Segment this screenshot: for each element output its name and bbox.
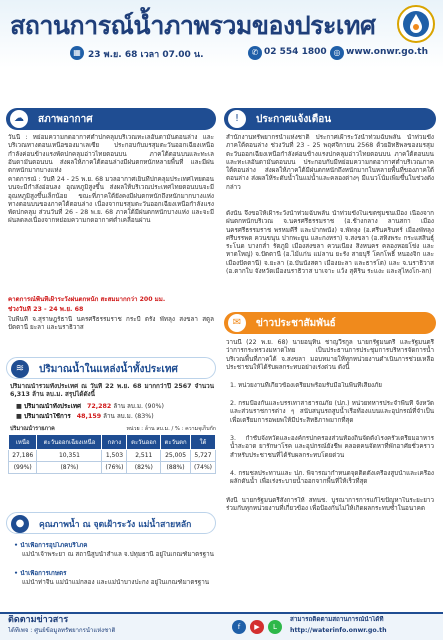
calendar-icon: ▦ [70, 46, 84, 60]
water-volume-section-header: ≋ ปริมาณน้ำในแหล่งน้ำทั้งประเทศ [6, 357, 216, 379]
table-cell: 5,727 [190, 450, 215, 462]
quality-consumption-title: • น้ำเพื่อการอุปโภคบริโภค [14, 542, 88, 549]
table-cell: 27,186 [9, 450, 37, 462]
news-intro: วานนี้ (22 พ.ย. 68) นายอนุทิน ชาญวีรกูล นายกรัฐมนตรี และรัฐมนตรีว่าการกระทรวงมหาดไทย เป็นประธานการประชุมการบริหารจัดการน้ำบริเวณพื้นที่ภาคใต้ จ.สงขลา มอบหมายให้ทุกหน่วยงานดำเนินการช่วยเหลือประชาชนให้ได้รับผลกระทบอย่างเร่งด่วน ดังนี้ [226, 339, 434, 371]
weather-forecast-text: คาดการณ์ : วันที่ 24 - 25 พ.ย. 68 มวลอากาศเย็นที่ปกคลุมประเทศไทยตอนบนจะมีกำลังอ่อนลง อุณหภูมิสูงขึ้น ส่งผลให้บริเวณประเทศไทยตอนบนจะมีอุณหภูมิสูงขึ้นเล็กน้อย ขณะที่ภาคใต้ยังคงมีฝนตกหนักถึงหนักมากบางแห่ง ทางตอนบนของภาคใต้ตอนล่าง เนื่องจากมรสุมตะวันออกเฉียงเหนือกำลังแรงพัดปกคลุม ส่วนวันที่ 26 - 28 พ.ย. 68 ภาคใต้มีฝนตกหนักบางแห่ง และจะมีฝนลดลงเนื่องจากหย่อมความกดอากาศต่ำเคลื่อนผ่าน [8, 176, 214, 225]
table-header: ตะวันออก [127, 435, 161, 450]
line-icon[interactable]: L [268, 620, 282, 634]
footer-follow-page[interactable]: ได้ที่เพจ : ศูนย์ข้อมูลทรัพยากรน้ำแห่งชาติ [8, 627, 116, 634]
news-item-2: 2. กรมป้องกันและบรรเทาสาธารณภัย (ปภ.) หน่วยทหารประจำพื้นที่ จังหวัด และส่วนราชการต่าง ๆ สนับสนุนรถสูบน้ำเรือท้องแบนและอุปกรณ์ที่จำเป็น เพื่อเตรียมการอพยพให้มีประสิทธิภาพมากที่สุด [230, 400, 434, 424]
cloud-icon: ☁ [10, 110, 28, 128]
onwr-logo-icon [396, 4, 436, 44]
usable-volume-value: 48,159 [76, 413, 102, 420]
table-cell: (99%) [9, 462, 37, 474]
phone-icon: ✆ [248, 46, 262, 60]
table-caption: ปริมาณน้ำรายภาค [10, 426, 55, 432]
total-volume-value: 72,282 [87, 403, 112, 410]
regional-volume-table [8, 434, 216, 474]
total-volume-row: ■ ปริมาณน้ำทั้งประเทศ 72,282 ล้าน ลบ.ม. (90%) [16, 403, 164, 410]
table-header-row [9, 435, 216, 450]
table-header: กลาง [102, 435, 127, 450]
quality-agriculture-text: แม่น้ำท่าจีน แม่น้ำแม่กลอง และแม่น้ำบางปะกง อยู่ในเกณฑ์มาตรฐาน [22, 579, 210, 586]
facebook-icon[interactable]: f [232, 620, 246, 634]
footer-follow-title: ติดตามข่าวสาร [8, 615, 69, 625]
total-volume-label: ปริมาณน้ำทั้งประเทศ [23, 403, 81, 410]
table-cell: 25,005 [161, 450, 191, 462]
table-row [9, 462, 216, 474]
footer-url-link[interactable]: http://waterinfo.onwr.go.th [290, 627, 387, 634]
volume-intro: ปริมาณน้ำรวมทั้งประเทศ ณ วันที่ 22 พ.ย. 68 มากกว่าปี 2567 จำนวน 6,313 ล้าน ลบ.ม. สรุปได้ดังนี้ [10, 383, 214, 399]
table-header: ใต้ [190, 435, 215, 450]
news-closing: ทั้งนี้ นายกรัฐมนตรีสั่งการให้ สทนช. บูรณาการการแก้ไขปัญหาในระยะยาวร่วมกับทุกหน่วยงานที่เกี่ยวข้อง เพื่อป้องกันไม่ให้เกิดผลกระทบซ้ำในอนาคต [226, 497, 434, 513]
news-icon: ✉ [228, 314, 246, 332]
quality-consumption-text: แม่น้ำเจ้าพระยา ณ สถานีสูบน้ำสำแล จ.ปทุมธานี อยู่ในเกณฑ์มาตรฐาน [22, 551, 214, 558]
table-cell: (76%) [102, 462, 127, 474]
usable-volume-unit: ล้าน ลบ.ม. (83%) [103, 413, 154, 420]
weather-today-text: วันนี้ : หย่อมความกดอากาศต่ำปกคลุมบริเวณทะเลอันดามันตอนล่าง และบริเวณทางตอนเหนือของมาเลเซีย ประกอบกับมรสุมตะวันออกเฉียงเหนือกำลังค่อนข้างแรงพัดปกคลุมอ่าวไทยตอนบน ภาคใต้ตอนบนและทะเลอันดามันตอนบน ส่งผลให้ภาคใต้ตอนล่างมีฝนตกหนักหลายพื้นที่ และมีฝนตกหนักมากบางแห่ง [8, 134, 214, 174]
table-unit: หน่วย : ล้าน ลบ.ม. / % : ความจุเก็บกัก [126, 426, 216, 432]
page-title: สถานการณ์น้ำภาพรวมของประเทศ [10, 11, 376, 40]
news-section-header: ✉ ข่าวประชาสัมพันธ์ [224, 312, 436, 334]
news-item-1: 1. หน่วยงานที่เกี่ยวข้องเตรียมพร้อมรับมือในพื้นที่เสี่ยงภัย [230, 382, 382, 389]
megaphone-icon: ! [228, 110, 246, 128]
footer-track-title: สามารถติดตามสถานการณ์น้ำได้ที่ [290, 616, 384, 623]
alert-paragraph-1: สำนักงานทรัพยากรน้ำแห่งชาติ ประกาศเฝ้าระวังน้ำท่วมฉับพลัน น้ำท่วมขัง ภาคใต้ตอนล่าง ช่วงวันที่ 23 - 25 พฤศจิกายน 2568 ด้วยอิทธิพลของมรสุมตะวันออกเฉียงเหนือกำลังค่อนข้างแรงปกคลุมอ่าวไทยตอนบน ภาคใต้ตอนบนและทะเลอันดามันตอนบน ประกอบกับมีหย่อมความกดอากาศต่ำบริเวณภาคใต้ตอนล่าง ส่งผลให้ภาคใต้มีฝนตกหนักถึงหนักมากในหลายพื้นที่ของภาคใต้ตอนล่าง ส่งผลให้ระดับน้ำในแม่น้ำและคลองต่างๆ มีแนวโน้มเพิ่มขึ้นในช่วงดังกล่าว [226, 134, 434, 191]
usable-volume-row: ■ ปริมาณน้ำใช้การ 48,159 ล้าน ลบ.ม. (83%) [16, 413, 154, 420]
table-header: ตะวันตก [161, 435, 191, 450]
total-volume-unit: ล้าน ลบ.ม. (90%) [113, 403, 164, 410]
table-cell: 1,503 [102, 450, 127, 462]
report-date: 23 พ.ย. 68 เวลา 07.00 น. [88, 50, 204, 60]
globe-icon: ◎ [330, 46, 344, 60]
table-cell: (88%) [161, 462, 191, 474]
water-drop-icon: ● [11, 515, 29, 533]
table-cell: (82%) [127, 462, 161, 474]
reservoir-icon: ≋ [11, 360, 29, 378]
table-cell: 2,511 [127, 450, 161, 462]
table-cell: (74%) [190, 462, 215, 474]
heavy-rain-warning-title: คาดการณ์พื้นที่เฝ้าระวังฝนตกหนัก สะสมมากกว่า 200 มม. [8, 296, 166, 303]
table-cell: 10,351 [37, 450, 102, 462]
heavy-rain-warning-areas: ในพื้นที่ จ.สุราษฎร์ธานี นครศรีธรรมราช กระบี่ ตรัง พัทลุง สงขลา สตูล ปัตตานี ยะลา และนราธิวาส [8, 316, 214, 332]
table-row [9, 450, 216, 462]
website-link[interactable]: www.onwr.go.th [346, 47, 429, 57]
table-header: ตะวันออกเฉียงเหนือ [37, 435, 102, 450]
news-item-4: 4. กรมชลประทานและ ปภ. พิจารณากำหนดจุดติดตั้งเครื่องสูบน้ำและเครื่องผลักดันน้ำ เพื่อเร่งระบายน้ำออกจากพื้นที่ให้เร็วที่สุด [230, 470, 434, 486]
table-header: เหนือ [9, 435, 37, 450]
news-item-3: 3. กำชับจังหวัดและองค์กรปกครองส่วนท้องถิ่นจัดตั้งโรงครัวเตรียมอาหาร น้ำสะอาด ยารักษาโรค และอุปกรณ์ยังชีพ คลอดคนจัดหาที่พักอาศัยชั่วคราวสำหรับประชาชนที่ได้รับผลกระทบโดยด่วน [230, 435, 434, 459]
usable-volume-label: ปริมาณน้ำใช้การ [23, 413, 71, 420]
youtube-icon[interactable]: ▶ [250, 620, 264, 634]
alert-section-header: ! ประกาศแจ้งเตือน [224, 108, 436, 130]
quality-agriculture-title: • น้ำเพื่อการเกษตร [14, 570, 67, 577]
phone-number[interactable]: 02 554 1800 [264, 47, 327, 57]
table-cell: (87%) [37, 462, 102, 474]
water-quality-section-header: ● คุณภาพน้ำ ณ จุดเฝ้าระวัง แม่น้ำสายหลัก [6, 512, 216, 534]
alert-paragraph-2: ดังนั้น จึงขอให้เฝ้าระวังน้ำท่วมฉับพลัน น้ำท่วมขังในเขตชุมชนเมือง เนื่องจากฝนตกหนักบริเวณ จ.นครศรีธรรมราช (อ.ช้างกลาง ลานสกา เมืองนครศรีธรรมราช พรหมคีรี และปากพนัง) จ.พัทลุง (อ.ศรีนครินทร์ เมืองพัทลุง ศรีบรรพต ควนขนุน ปากพะยูน และกงหรา) จ.สงขลา (อ.สทิงพระ กระแสสินธุ์ ระโนด บางกล่ำ รัตภูมิ เมืองสงขลา ควนเนียง สิงหนคร คลองหอยโข่ง และหาดใหญ่) จ.ปัตตานี (อ.ไม้แก่น แม่ลาน ยะรัง สายบุรี โคกโพธิ์ หนองจิก และเมืองปัตตานี) จ.ยะลา (อ.บันนังสตา เมืองยะลา และธารโต) และ จ.นราธิวาส (อ.ตากใบ จังหวัดเมืองนราธิวาส บาเจาะ แว้ง สุคิริน ระแงะ และสุไหงโก-ลก) [226, 210, 434, 276]
weather-section-header: ☁ สภาพอากาศ [6, 108, 216, 130]
heavy-rain-warning-date: ช่วงวันที่ 23 - 24 พ.ย. 68 [8, 306, 84, 313]
